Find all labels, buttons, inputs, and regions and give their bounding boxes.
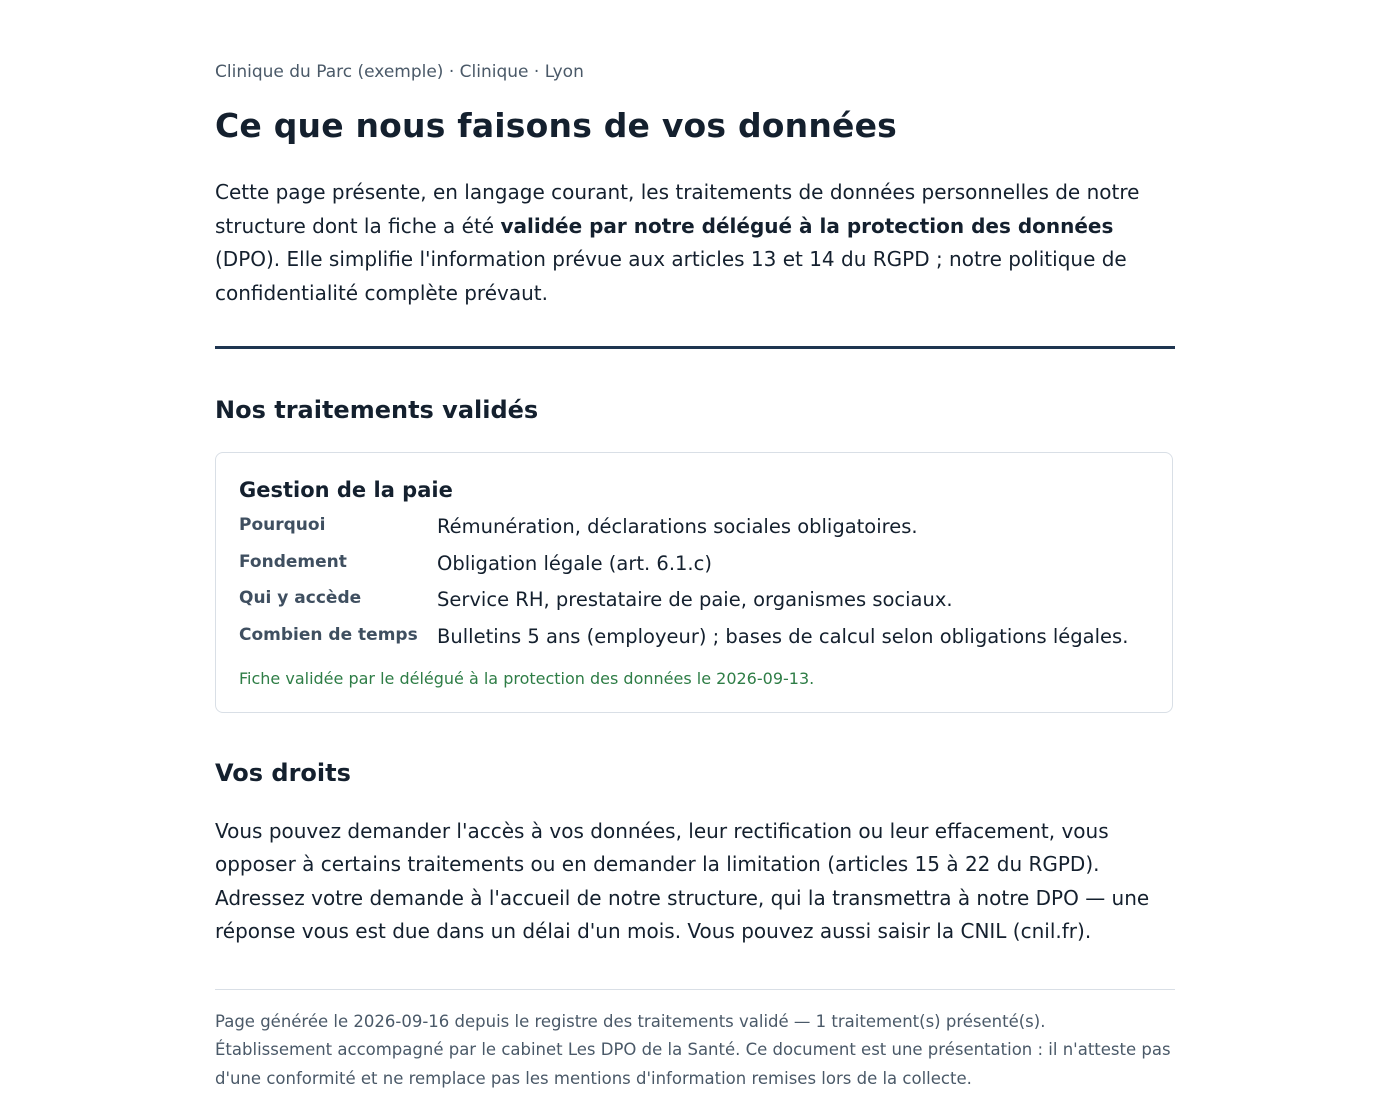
processing-heading: Nos traitements validés — [215, 396, 539, 424]
detail-label: Combien de temps — [239, 625, 418, 646]
detail-label: Pourquoi — [239, 515, 326, 535]
processing-details — [239, 513, 1149, 660]
detail-row-purpose — [239, 513, 1149, 550]
page-title: Ce que nous faisons de vos données — [215, 106, 898, 145]
detail-value: Obligation légale (art. 6.1.c) — [437, 551, 712, 575]
section-divider — [215, 346, 1175, 349]
rights-paragraph: Vous pouvez demander l'accès à vos données, leur rectification ou leur effacement, vous opposer à certains traitements ou en demander la limitation (articles 15 à 22 du RGPD). Adressez votre demande à l'accueil de notre structure, qui la transmettra à notre DPO — une réponse vous est due dans un délai d'un mois. Vous pouvez aussi saisir la CNIL (cnil.fr). — [215, 818, 1150, 944]
footer-generated-note: Page générée le 2026-09-16 depuis le registre des traitements validé — 1 traitement(s) présenté(s). — [215, 1011, 1046, 1031]
intro-text-end: (DPO). Elle simplifie l'information prévue aux articles 13 et 14 du RGPD ; notre politique de confidentialité complète prévaut. — [215, 247, 1127, 305]
intro-emphasis: validée par notre délégué à la protection des données — [500, 213, 1114, 238]
detail-row-legal-basis — [239, 550, 1149, 587]
intro-text-start: Cette page présente, en langage courant, les traitements de données personnelles de notre structure dont la fiche a été — [215, 180, 1140, 238]
processing-card — [215, 452, 1173, 713]
detail-value: Rémunération, déclarations sociales obligatoires. — [437, 515, 918, 538]
detail-row-retention — [239, 623, 1149, 660]
breadcrumb: Clinique du Parc (exemple) · Clinique · Lyon — [215, 62, 584, 82]
footer — [215, 1008, 1175, 1094]
footer-disclaimer: Établissement accompagné par le cabinet Les DPO de la Santé. Ce document est une présentation : il n'atteste pas d'une conformité et ne remplace pas les mentions d'information remises lors de la collecte. — [215, 1040, 1171, 1088]
detail-label: Fondement — [239, 551, 347, 572]
detail-value: Service RH, prestataire de paie, organismes sociaux. — [437, 588, 953, 612]
rights-heading: Vos droits — [215, 758, 351, 787]
footer-divider — [215, 989, 1175, 990]
processing-card-title: Gestion de la paie — [239, 478, 453, 502]
detail-row-access — [239, 586, 1149, 623]
validation-note: Fiche validée par le délégué à la protection des données le 2026-09-13. — [239, 668, 815, 688]
privacy-page — [215, 0, 1175, 1093]
intro-paragraph — [215, 176, 1175, 310]
detail-label: Qui y accède — [239, 588, 362, 609]
detail-value: Bulletins 5 ans (employeur) ; bases de calcul selon obligations légales. — [437, 625, 1129, 649]
